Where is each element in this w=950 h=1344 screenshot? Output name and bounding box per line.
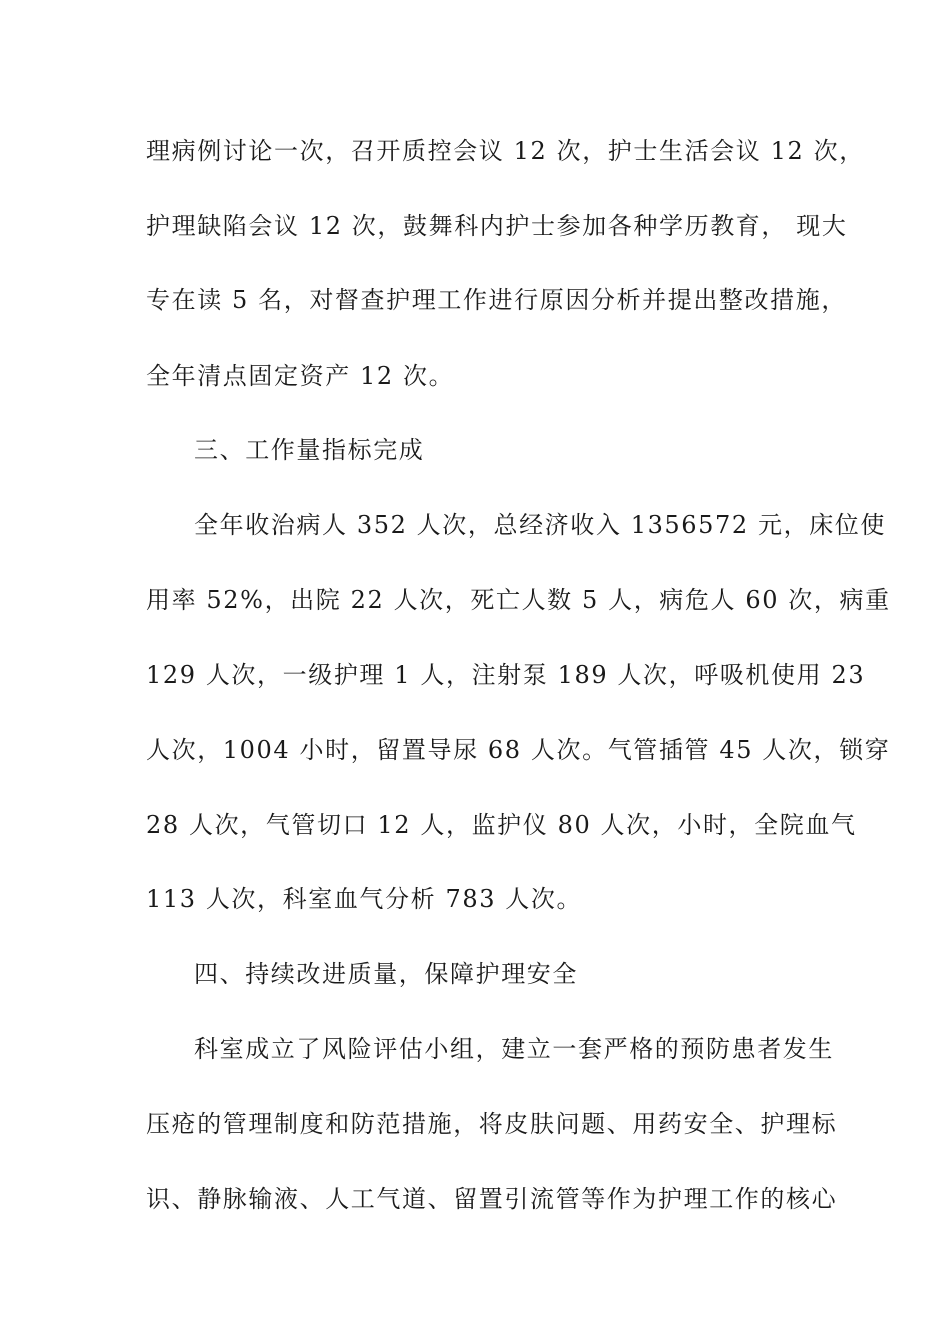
- body-text-line: 28 人次，气管切口 12 人，监护仪 80 人次，小时，全院血气: [146, 811, 857, 839]
- body-text-line: 人次，1004 小时，留置导尿 68 人次。气管插管 45 人次，锁穿: [146, 736, 891, 764]
- body-text-line: 科室成立了风险评估小组，建立一套严格的预防患者发生: [194, 1035, 834, 1063]
- body-text-line: 全年清点固定资产 12 次。: [146, 362, 455, 390]
- body-text-line: 护理缺陷会议 12 次，鼓舞科内护士参加各种学历教育， 现大: [146, 212, 848, 240]
- body-text-line: 理病例讨论一次，召开质控会议 12 次，护士生活会议 12 次，: [146, 137, 865, 165]
- body-text-line: 专在读 5 名，对督查护理工作进行原因分析并提出整改措施，: [146, 286, 847, 314]
- body-text-line: 用率 52%，出院 22 人次，死亡人数 5 人，病危人 60 次，病重: [146, 586, 891, 614]
- body-text-line: 识、静脉输液、人工气道、留置引流管等作为护理工作的核心: [146, 1185, 838, 1213]
- body-text-line: 全年收治病人 352 人次，总经济收入 1356572 元，床位使: [194, 511, 887, 539]
- section-heading: 三、工作量指标完成: [194, 436, 425, 464]
- body-text-line: 129 人次，一级护理 1 人，注射泵 189 人次，呼吸机使用 23: [146, 661, 866, 689]
- body-text-line: 113 人次，科室血气分析 783 人次。: [146, 885, 583, 913]
- section-heading: 四、持续改进质量，保障护理安全: [194, 960, 578, 988]
- body-text-line: 压疮的管理制度和防范措施，将皮肤问题、用药安全、护理标: [146, 1110, 838, 1138]
